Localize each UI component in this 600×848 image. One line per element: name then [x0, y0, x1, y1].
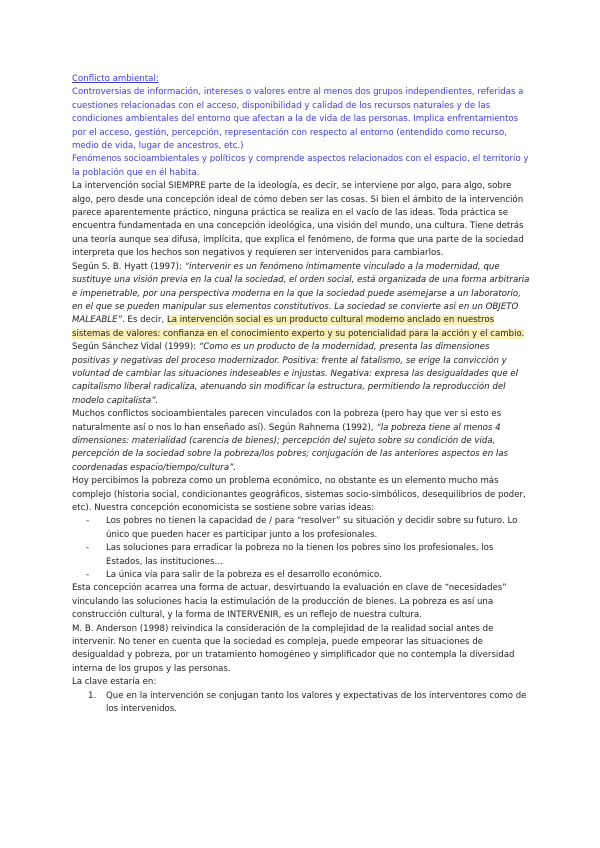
hyatt-lead: Según S. B. Hyatt (1997):	[72, 261, 185, 272]
section-heading: Conflicto ambiental:	[72, 74, 159, 84]
paragraph-poverty: Hoy percibimos la pobreza como un problema económico, no obstante es un elemento mucho más complejo (historia social, condicionantes geográficos, sistemas socio-simbólicos, desequilibrios de poder, etc). Nuestra concepción economicista se sostiene sobre varias ideas:	[72, 476, 526, 513]
list-item	[88, 690, 530, 717]
paragraph-ideology: La intervención social SIEMPRE parte de la ideología, es decir, se interviene por algo, para algo, sobre algo, pero desde una concepción ideal de cómo deben ser las cosas. Si bien el ámbito de la intervención parece aparentemente práctico, ninguna práctica se realiza en el vacío de las ideas. Toda práctica se encuentra fundamentada en una concepción ideológica, una visión del mundo, una cultura. Tiene detrás una teoría aunque sea difusa, implícita, que explica el fenómeno, de forma que una parte de la sociedad interpreta que los hechos son negativos y requieren ser intervenidos para cambiarlos.	[72, 181, 524, 259]
ideas-list	[72, 515, 530, 582]
paragraph-sanchez-vidal	[72, 341, 530, 408]
rahnema-lead: Muchos conflictos socioambientales parecen vinculados con la pobreza (pero hay que ver si esto es naturalmente así o nos lo han enseñado así). Según Rahnema (1992),	[72, 409, 502, 433]
highlighted-text: La intervención social es un producto cultural moderno anclado en nuestros sistemas de valores: confianza en el conocimiento experto y su potencialidad para la acción y el cambio.	[72, 315, 525, 339]
definition-block: Controversias de información, intereses o valores entre al menos dos grupos independientes, referidas a cuestiones relacionadas con el acceso, disponibilidad y calidad de los recursos naturales y de las condiciones ambientales del entorno que afectan a la de vida de las personas. Implica enfrentamientos por el acceso, gestión, percepción, representación con respecto al entorno (entendido como recurso, medio de vida, lugar de ancestros, etc.)	[72, 87, 524, 152]
list-item: - Los pobres no tienen la capacidad de / para “resolver” su situación y decidir sobre su futuro. Lo único que pueden hacer es participar junto a los profesionales.	[106, 515, 530, 542]
rahnema-quote: “la pobreza tiene al menos 4 dimensiones: materialidad (carencia de bienes); percepción del sujeto sobre su condición de vida, percepción de la sociedad sobre la pobreza/los pobres; conjugación de las anteriores aspectos en las coordenadas espacio/tiempo/cultura”.	[72, 422, 509, 473]
hyatt-quote: “intervenir es un fenómeno íntimamente vinculado a la modernidad, que sustituye una visión previa en la cual la sociedad, el orden social, está organizada de una forma arbitraria e impenetrable, por una perspectiva moderna en la que la sociedad puede asemejarse a un laboratorio, en el que se pueden manipular sus elementos constitutivos. La sociedad se convierte así en un OBJETO MALEABLE”	[72, 261, 530, 326]
paragraph-conception: Esta concepción acarrea una forma de actuar, desvirtuando la evaluación en clave de “necesidades” vinculando las soluciones hacia la estimulación de la producción de bienes. La pobreza es así una construcción cultural, y la forma de INTERVENIR, es un reflejo de nuestra cultura.	[72, 583, 507, 621]
paragraph-anderson: M. B. Anderson (1998) reivindica la consideración de la complejidad de la realidad social antes de intervenir. No tener en cuenta que la sociedad es compleja, puede empeorar las situaciones de desigualdad y pobreza, por un tratamiento homogéneo y simplificador que no contempla la diversidad interna de los grupos y las personas.	[72, 623, 515, 674]
key-list	[72, 690, 530, 717]
sanchez-quote: “Como es un producto de la modernidad, presenta las dimensiones positivas y negativas del proceso modernizador. Positiva: frente al fatalismo, se erige la convicción y voluntad de cambiar las situaciones indeseables e injustas. Negativa: expresa las desigualdades que el capitalismo liberal radicaliza, atenuando sin modificar la estructura, permitiendo la reproducción del modelo capitalista”.	[72, 342, 519, 406]
list-text: Que en la intervención se conjugan tanto los valores y expectativas de los interventores como de los intervenidos.	[106, 690, 527, 715]
list-item: - Las soluciones para erradicar la pobreza no la tienen los pobres sino los profesionales, los Estados, las instituciones…	[106, 542, 530, 569]
list-number: 1.	[88, 690, 97, 701]
paragraph-hyatt	[72, 261, 530, 341]
paragraph-rahnema	[72, 408, 530, 475]
document-body	[72, 73, 530, 717]
phenomena-block: Fenómenos socioambientales y políticos y comprende aspectos relacionados con el espacio, el territorio y la población que en él habita.	[72, 154, 529, 178]
list-item: - La única vía para salir de la pobreza es el desarrollo económico.	[106, 569, 530, 582]
paragraph-key: La clave estaría en:	[72, 677, 157, 688]
hyatt-mid: . Es decir,	[121, 315, 167, 326]
sanchez-lead: Según Sánchez Vidal (1999):	[72, 342, 199, 353]
